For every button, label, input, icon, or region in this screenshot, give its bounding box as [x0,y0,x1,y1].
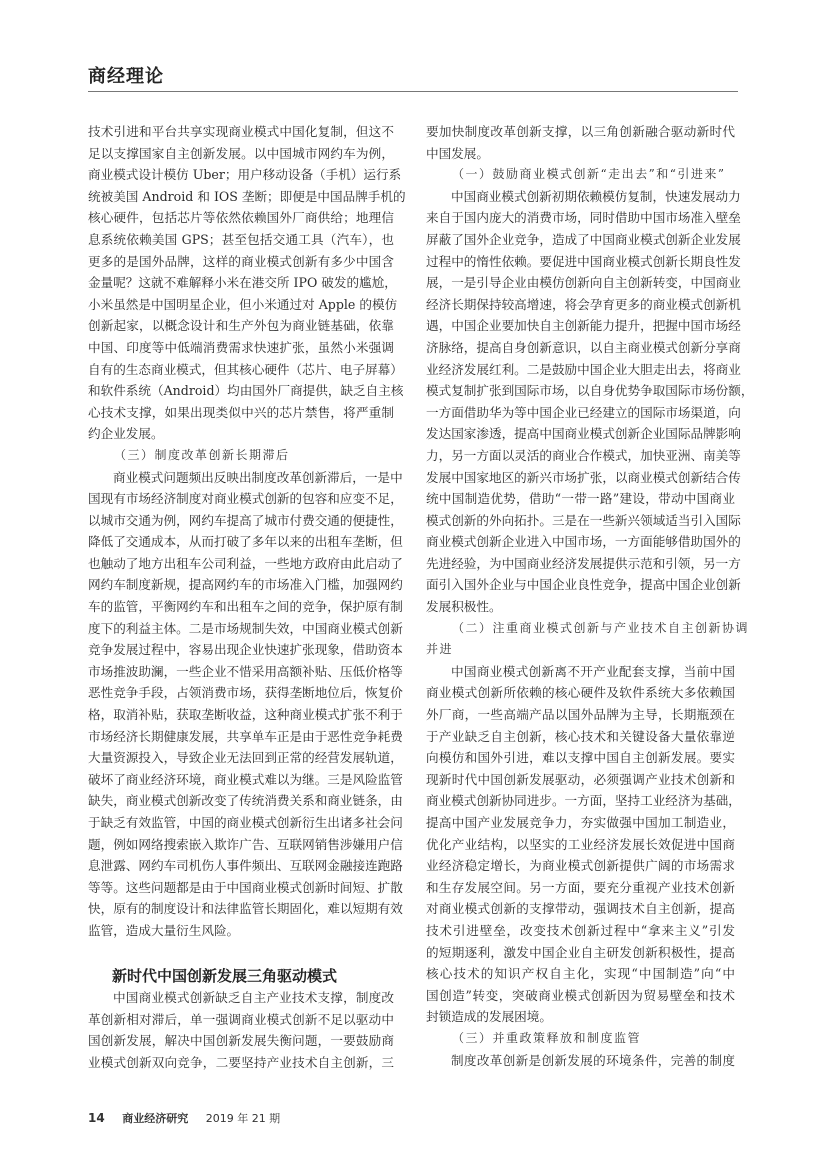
left-text-column [88,121,406,1074]
text-line: 来自于国内庞大的消费市场，同时借助中国市场准入壁垒 [426,210,741,226]
text-line: 网约车制度新规，提高网约车的市场准入门槛，加强网约 [88,577,403,593]
text-line: 创新起家，以概念设计和生产外包为商业链基础，依靠 [88,318,394,334]
text-line: 降低了交通成本，从而打破了多年以来的出租车垄断，但 [88,534,403,550]
text-line: 息系统依赖美国 GPS；甚至包括交通工具（汽车），也 [88,231,394,247]
text-line: 更多的是国外品牌，这样的商业模式创新有多少中国含 [88,253,394,269]
text-line: （三）制度改革创新长期滞后 [114,447,290,462]
text-line: 商业模式设计模仿 Uber；用户移动设备（手机）运行系 [88,167,402,183]
paragraph [88,467,403,942]
page-number: 14 [88,1111,105,1125]
text-line: 业模式创新双向竞争，二要坚持产业技术自主创新，三 [88,1054,394,1070]
text-line: 过程中的惰性依赖。要促进中国商业模式创新长期良性发 [426,253,741,269]
text-line: 心技术支撑，如果出现类似中兴的芯片禁售，将严重制 [88,404,394,420]
text-line: 商业模式创新所依赖的核心硬件及软件系统大多依赖国 [426,685,735,701]
paragraph [426,1050,735,1072]
text-line: 制度改革创新是创新发展的环境条件，完善的制度 [451,1052,735,1068]
text-line: 向模仿和国外引进，难以支撑中国自主创新发展。要实 [426,750,735,766]
text-line: 核心技术的知识产权自主化，实现“中国制造”向“中 [426,966,735,982]
text-line: 一方面借助华为等中国企业已经建立的国际市场渠道，向 [426,404,741,420]
text-line: 商业模式创新企业进入中国市场，一方面能够借助国外的 [426,534,741,550]
subsection-heading [88,445,394,467]
text-line: 大量资源投入，导致企业无法回到正常的经营发展轨道， [88,750,403,766]
text-line: 提高中国产业发展竞争力，夯实做强中国加工制造业， [426,815,735,830]
text-line: 技术引进壁垒，改变技术创新过程中“拿来主义”引发 [426,922,735,938]
text-line: 恶性竞争手段，占领消费市场，获得垄断地位后，恢复价 [88,685,403,701]
text-line: 以城市交通为例，网约车提高了城市付费交通的便捷性， [88,512,403,528]
text-line: 业经济稳定增长，为商业模式创新提供广阔的市场需求 [426,858,735,874]
text-line: 国现有市场经济制度对商业模式创新的包容和应变不足， [88,491,403,507]
text-line: 技术引进和平台共享实现商业模式中国化复制，但这不 [88,124,394,139]
text-line: 竞争发展过程中，容易出现企业快速扩张现象，借助资本 [88,642,403,658]
text-line: 要加快制度改革创新支撑，以三角创新融合驱动新时代 [426,124,735,139]
section-heading: 新时代中国创新发展三角驱动模式 [112,966,338,985]
text-line: 对商业模式创新的支撑带动，强调技术自主创新，提高 [426,901,735,917]
text-line: 面引入国外企业与中国企业良性竞争，提高中国企业创新 [426,577,741,593]
text-line: 遇，中国企业要加快自主创新能力提升，把握中国市场经 [426,318,741,334]
text-line: 监管，造成大量衍生风险。 [88,922,240,938]
text-line: 等等。这些问题都是由于中国商业模式创新时间短、扩散 [88,879,403,895]
text-line: 中国商业模式创新缺乏自主产业技术支撑，制度改 [113,990,394,1006]
text-line: 现新时代中国创新发展驱动，必须强调产业技术创新和 [426,771,735,787]
text-line: （一）鼓励商业模式创新“走出去”和“引进来” [452,167,726,182]
text-line: 车的监管，平衡网约车和出租车之间的竞争，保护原有制 [88,599,403,615]
text-line: 题，例如网络搜索嵌入欺诈广告、互联网销售涉嫌用户信 [88,836,403,852]
paragraph [426,186,754,618]
text-line: 经济长期保持较高增速，将会孕育更多的商业模式创新机 [426,296,741,312]
text-line: 济脉络，提高自身创新意识，以自主商业模式创新分享商 [426,339,741,355]
text-line: 模式创新的外向拓扑。三是在一些新兴领域适当引入国际 [426,512,741,528]
text-line: 统被美国 Android 和 IOS 垄断；即便是中国品牌手机的 [88,188,406,204]
text-line: 商业模式创新协同进步。一方面，坚持工业经济为基础， [426,793,741,809]
text-line: 和生存发展空间。另一方面，要充分重视产业技术创新 [426,879,735,895]
text-line: 力，另一方面以灵活的商业合作模式，加快亚洲、南美等 [426,447,741,463]
text-line: 市场推波助澜，一些企业不惜采用高额补贴、压低价格等 [88,663,403,679]
text-line: 中国发展。 [426,145,489,161]
text-line: （三）并重政策释放和制度监管 [452,1030,642,1045]
issue-label: 2019 年 21 期 [205,1112,281,1125]
paragraph [88,987,394,1073]
text-line: 发达国家渗透，提高中国商业模式创新企业国际品牌影响 [426,426,741,442]
text-line: 中国商业模式创新离不开产业配套支撑，当前中国 [451,663,735,679]
text-line: 发展中国家地区的新兴市场扩张，以商业模式创新结合传 [426,469,741,485]
text-line: 核心硬件，包括芯片等依然依赖国外厂商供给；地理信 [88,210,394,226]
text-line: 破坏了商业经济环境，商业模式难以为继。三是风险监管 [88,771,403,787]
text-line: 商业模式问题频出反映出制度改革创新滞后，一是中 [113,469,403,485]
text-line: 小米虽然是中国明星企业，但小米通过对 Apple 的模仿 [88,296,398,312]
text-line: 的短期逐利，激发中国企业自主研发创新积极性，提高 [426,944,735,960]
paragraph [426,121,735,164]
text-line: 快，原有的制度设计和法律监管长期固化，难以短期有效 [88,901,403,917]
text-line: 和软件系统（Android）均由国外厂商提供，缺乏自主核 [88,383,404,399]
text-line: 并进 [426,642,454,657]
text-line: 国创新发展，解决中国创新发展失衡问题，一要鼓励商 [88,1033,394,1049]
text-line: 于缺乏有效监管，中国的商业模式创新衍生出诸多社会问 [88,815,403,830]
text-line: 模式复制扩张到国际市场，以自身优势争取国际市场份额， [426,383,754,399]
subsection-heading [426,164,735,186]
text-line: 缺失，商业模式创新改变了传统消费关系和商业链条，由 [88,793,403,809]
text-line: 封锁造成的发展困境。 [426,1009,552,1025]
text-line: 革创新相对滞后，单一强调商业模式创新不足以驱动中 [88,1011,394,1027]
paragraph [426,661,741,1028]
paragraph [88,121,406,445]
journal-name: 商业经济研究 [122,1112,189,1125]
subsection-heading [426,1028,735,1050]
text-line: 优化产业结构，以坚实的工业经济发展长效促进中国商 [426,836,735,852]
text-line: 业经济发展红利。二是鼓励中国企业大胆走出去，将商业 [426,361,741,377]
page-footer [88,1110,294,1126]
text-line: 统中国制造优势，借助“一带一路”建设，带动中国商业 [426,491,735,507]
text-line: 金量呢？这就不难解释小米在港交所 IPO 破发的尴尬， [88,275,397,291]
text-line: 也触动了地方出租车公司利益，一些地方政府由此启动了 [88,555,403,571]
text-line: 度下的利益主体。二是市场规制失效，中国商业模式创新 [88,620,403,636]
text-line: 先进经验，为中国商业经济发展提供示范和引领，另一方 [426,555,741,571]
text-line: 足以支撑国家自主创新发展。以中国城市网约车为例， [88,145,394,161]
text-line: 发展积极性。 [426,599,502,615]
right-text-column [426,121,754,1071]
text-line: 约企业发展。 [88,426,164,442]
text-line: 国创造”转变，突破商业模式创新因为贸易壁垒和技术 [426,987,735,1003]
text-line: 展，一是引导企业由模仿创新向自主创新转变，中国商业 [426,275,741,291]
text-line: 屏蔽了国外企业竞争，造成了中国商业模式创新企业发展 [426,231,741,247]
text-line: 息泄露、网约车司机伤人事件频出、互联网金融接连跑路 [88,858,403,874]
subsection-heading [426,618,750,661]
text-line: 市场经济长期健康发展，共享单车正是由于恶性竞争耗费 [88,728,403,744]
text-line: 外厂商，一些高端产品以国外品牌为主导，长期瓶颈在 [426,707,735,723]
text-line: 格，取消补贴，获取垄断收益，这种商业模式扩张不利于 [88,707,403,723]
section-title: 商经理论 [88,66,164,87]
text-line: 于产业缺乏自主创新，核心技术和关键设备大量依靠逆 [426,728,735,744]
text-line: （二）注重商业模式创新与产业技术自主创新协调 [452,620,750,635]
text-line: 自有的生态商业模式，但其核心硬件（芯片、电子屏幕） [88,361,403,377]
text-line: 中国、印度等中低端消费需求快速扩张，虽然小米强调 [88,339,394,355]
text-line: 中国商业模式创新初期依赖模仿复制，快速发展动力 [451,188,741,204]
header-divider [88,91,738,92]
